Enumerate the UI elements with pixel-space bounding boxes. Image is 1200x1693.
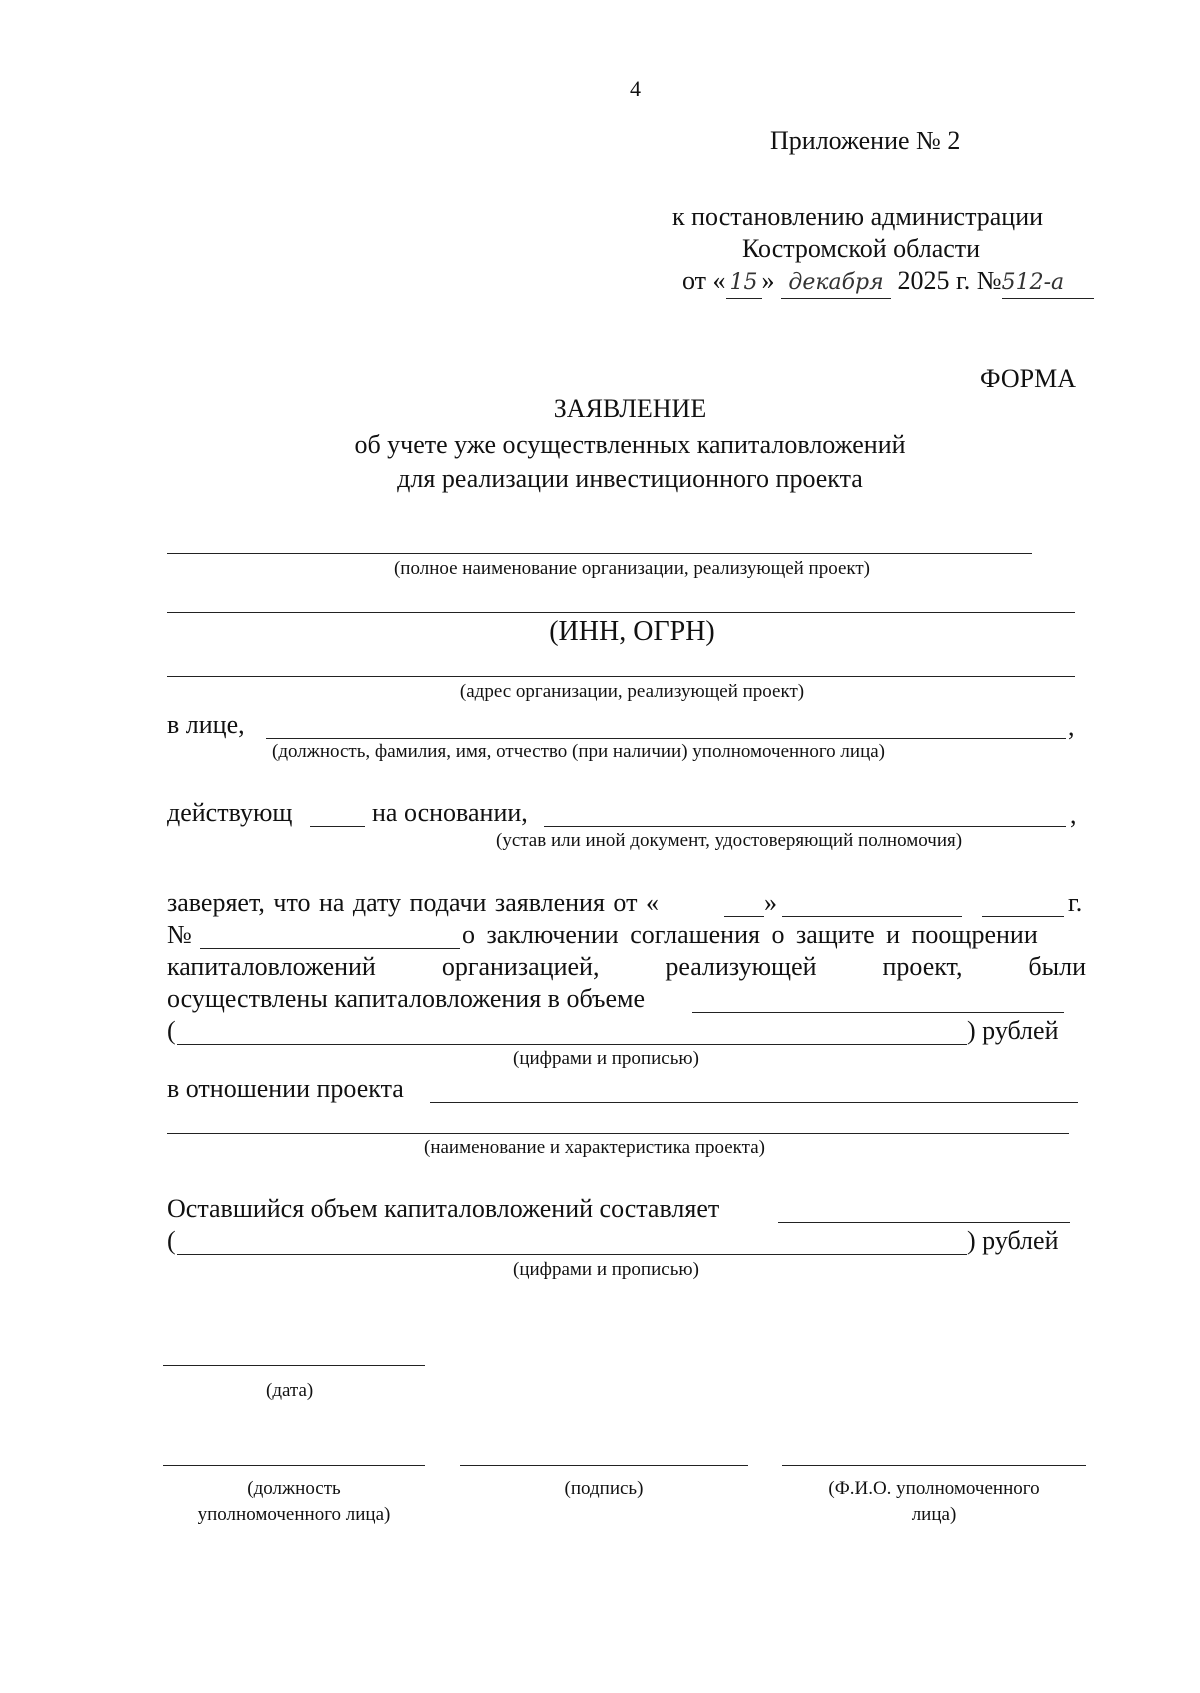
document-subtitle-1: об учете уже осуществленных капиталовложений [354,430,906,459]
form-label: ФОРМА [980,364,1076,393]
statement-year-suffix: г. [1068,888,1083,917]
address-line[interactable] [167,676,1075,677]
amount-words-line[interactable] [177,1044,967,1045]
decree-line-1: к постановлению администрации [672,202,1044,231]
decree-date-day: 15 [726,268,762,299]
in-person-comma: , [1068,712,1075,741]
statement-text-4: осуществлены капиталовложения в объеме [167,984,646,1013]
decree-date-year: 2025 г. № [897,266,1002,295]
in-person-label: в лице, [167,710,245,739]
inn-ogrn-label: (ИНН, ОГРН) [549,616,715,647]
statement-quote-close: » [764,888,777,917]
statement-word-3: реализующей [665,952,817,981]
statement-number-line[interactable] [200,948,460,949]
signature-hint: (подпись) [564,1478,644,1499]
statement-text-1: заверяет, что на дату подачи заявления от « [167,888,659,917]
remaining-line[interactable] [778,1222,1070,1223]
project-label: в отношении проекта [167,1074,404,1103]
statement-text-2: о заключении соглашения о защите и поощрении [462,920,1038,949]
acting-hint: (устав или иной документ, удостоверяющий полномочия) [496,830,963,851]
statement-word-2: организацией, [441,952,600,981]
acting-suffix-line[interactable] [310,826,365,827]
page-number: 4 [630,76,641,101]
position-hint-2: уполномоченного лица) [197,1504,391,1525]
in-person-line[interactable] [266,738,1066,739]
amount-paren-close: ) рублей [967,1016,1059,1045]
fio-hint-2: лица) [911,1504,957,1525]
position-line[interactable] [163,1465,425,1466]
date-line[interactable] [163,1365,425,1366]
inn-ogrn-line[interactable] [167,612,1075,613]
acting-basis-line[interactable] [544,826,1066,827]
statement-year-line[interactable] [982,916,1064,917]
statement-number-sign: № [167,920,192,949]
statement-word-5: были [1028,952,1086,981]
acting-basis-label: на основании, [372,798,528,827]
acting-comma: , [1070,800,1077,829]
project-line-1[interactable] [430,1102,1078,1103]
amount-paren-open: ( [167,1016,176,1045]
document-subtitle-2: для реализации инвестиционного проекта [397,464,863,493]
decree-number: 512-а [1002,268,1094,299]
position-hint-1: (должность [247,1478,341,1499]
statement-word-1: капиталовложений [167,952,376,981]
remaining-label: Оставшийся объем капиталовложений составляет [167,1194,720,1223]
decree-date-mid: » [761,266,775,295]
statement-word-4: проект, [882,952,963,981]
remaining-hint: (цифрами и прописью) [513,1259,699,1280]
remaining-words-line[interactable] [177,1254,967,1255]
remaining-paren-open: ( [167,1226,176,1255]
decree-date-prefix: от « [682,266,726,295]
decree-date-month: декабря [781,268,891,299]
project-hint: (наименование и характеристика проекта) [424,1137,765,1158]
project-line-2[interactable] [167,1133,1069,1134]
appendix-label: Приложение № 2 [770,126,961,155]
acting-label: действующ [167,798,293,827]
decree-line-2: Костромской области [742,234,981,263]
org-name-line[interactable] [167,553,1032,554]
decree-date-line [682,266,1094,299]
in-person-hint: (должность, фамилия, имя, отчество (при наличии) уполномоченного лица) [272,741,886,762]
amount-line[interactable] [692,1012,1064,1013]
signature-line[interactable] [460,1465,748,1466]
fio-hint-1: (Ф.И.О. уполномоченного [828,1478,1040,1499]
statement-line-3 [167,952,1086,982]
document-title: ЗАЯВЛЕНИЕ [553,394,707,423]
remaining-paren-close: ) рублей [967,1226,1059,1255]
org-name-hint: (полное наименование организации, реализующей проект) [393,558,871,579]
statement-line-1 [167,888,1088,918]
statement-month-line[interactable] [782,916,962,917]
date-hint: (дата) [266,1380,314,1401]
amount-hint: (цифрами и прописью) [513,1048,699,1069]
fio-line[interactable] [782,1465,1086,1466]
address-hint: (адрес организации, реализующей проект) [459,681,805,702]
statement-day-line[interactable] [724,916,764,917]
